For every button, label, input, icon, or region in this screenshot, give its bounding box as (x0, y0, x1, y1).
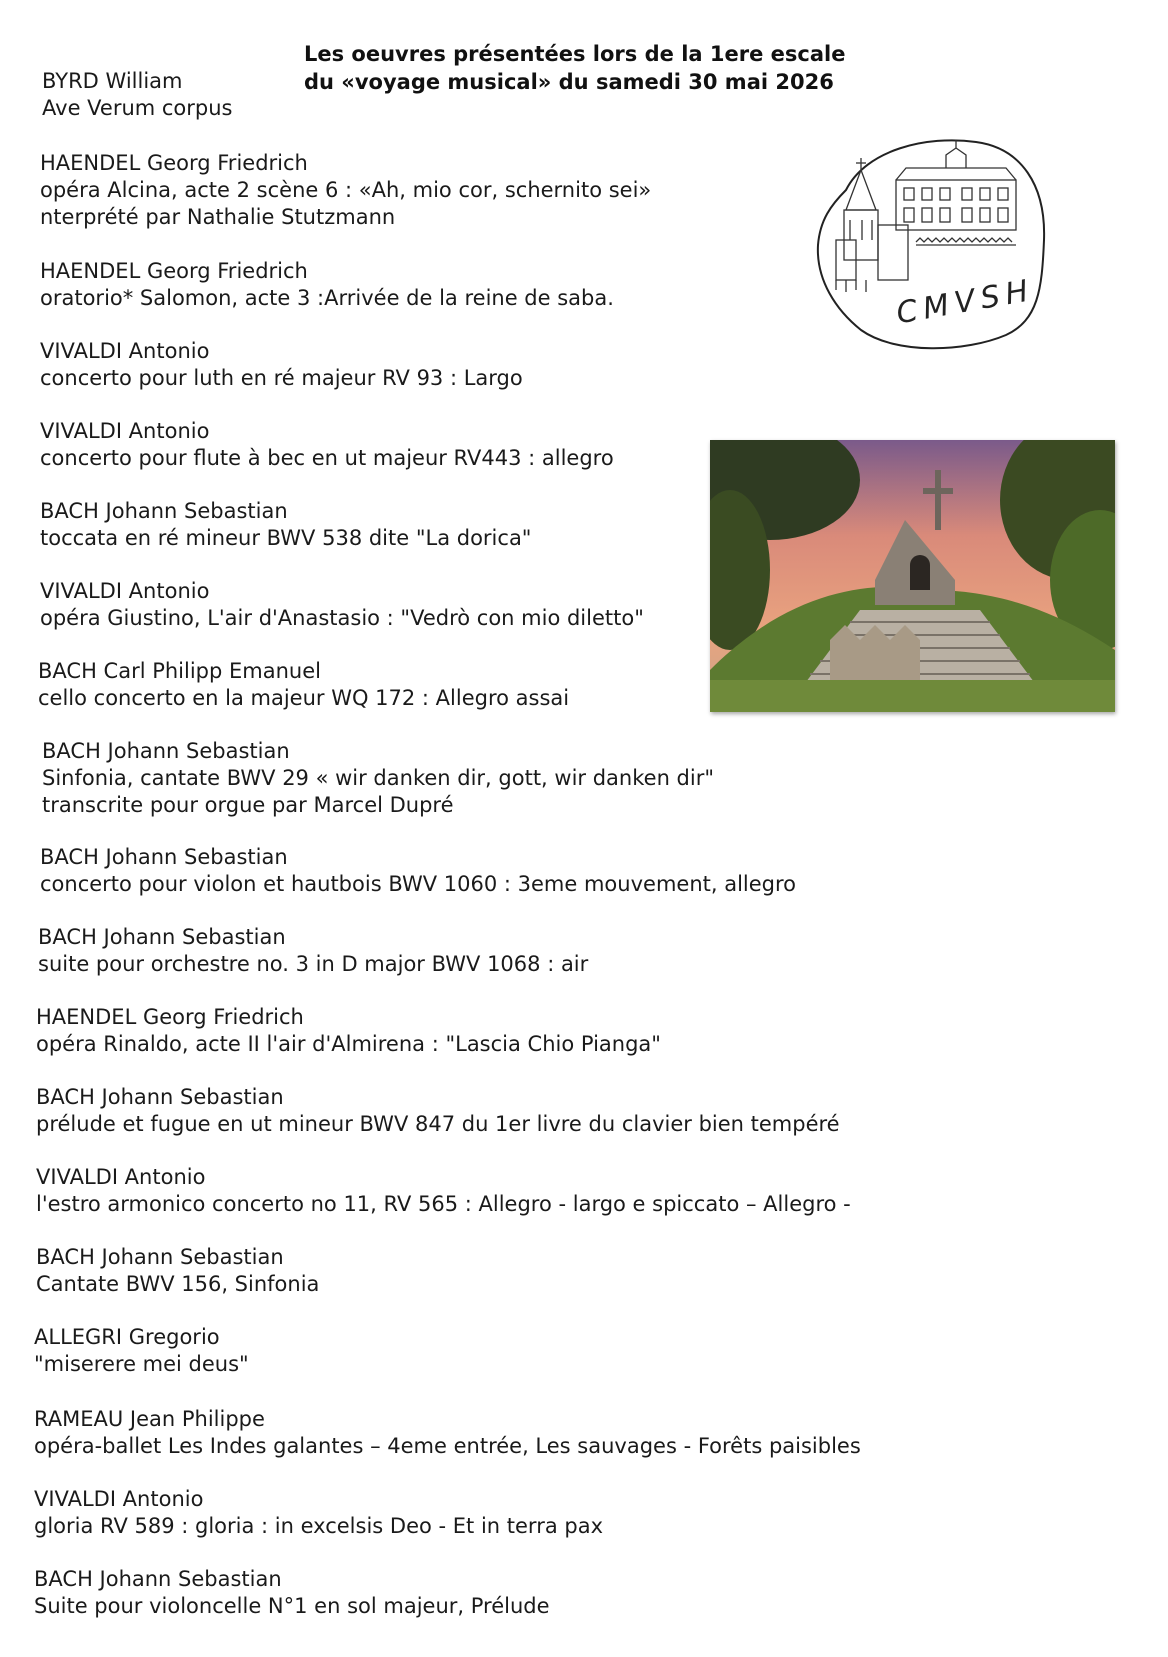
work-title: suite pour orchestre no. 3 in D major BWV 1068 : air (38, 952, 589, 976)
work-detail: transcrite pour orgue par Marcel Dupré (42, 793, 454, 817)
program-entry (36, 1244, 319, 1298)
work-title: toccata en ré mineur BWV 538 dite "La dorica" (40, 526, 532, 550)
composer-name: HAENDEL Georg Friedrich (40, 151, 308, 175)
composer-name: BACH Johann Sebastian (38, 925, 286, 949)
program-entry (34, 1486, 603, 1540)
composer-name: BACH Johann Sebastian (36, 1245, 284, 1269)
composer-name: BACH Johann Sebastian (36, 1085, 284, 1109)
program-entry (42, 68, 233, 122)
composer-name: VIVALDI Antonio (40, 419, 210, 443)
program-entry (36, 1164, 851, 1218)
cmvsh-logo (806, 130, 1054, 358)
work-title: Sinfonia, cantate BWV 29 « wir danken dir, gott, wir danken dir" (42, 766, 715, 790)
work-title: concerto pour flute à bec en ut majeur RV443 : allegro (40, 446, 614, 470)
composer-name: BACH Carl Philipp Emanuel (38, 659, 321, 683)
program-entry (34, 1406, 861, 1460)
work-title: opéra Rinaldo, acte II l'air d'Almirena : "Lascia Chio Pianga" (36, 1032, 661, 1056)
work-title: opéra Giustino, L'air d'Anastasio : "Vedrò con mio diletto" (40, 606, 644, 630)
program-entry (40, 498, 531, 552)
composer-name: BACH Johann Sebastian (40, 499, 288, 523)
composer-name: HAENDEL Georg Friedrich (40, 259, 308, 283)
program-entry (40, 844, 796, 898)
composer-name: BACH Johann Sebastian (40, 845, 288, 869)
header-line-1: Les oeuvres présentées lors de la 1ere escale (304, 42, 846, 66)
composer-name: VIVALDI Antonio (40, 579, 210, 603)
composer-name: VIVALDI Antonio (36, 1165, 206, 1189)
program-entry (38, 658, 569, 712)
work-title: cello concerto en la majeur WQ 172 : Allegro assai (38, 686, 570, 710)
program-entry (36, 1084, 840, 1138)
program-entry (34, 1324, 249, 1378)
header-line-2: du «voyage musical» du samedi 30 mai 2026 (304, 70, 834, 94)
work-title: Suite pour violoncelle N°1 en sol majeur, Prélude (34, 1594, 550, 1618)
program-entry (40, 150, 651, 231)
composer-name: BACH Johann Sebastian (34, 1567, 282, 1591)
composer-name: HAENDEL Georg Friedrich (36, 1005, 304, 1029)
program-entry (40, 418, 614, 472)
program-entry (38, 924, 588, 978)
work-title: gloria RV 589 : gloria : in excelsis Deo - Et in terra pax (34, 1514, 603, 1538)
work-title: oratorio* Salomon, acte 3 :Arrivée de la reine de saba. (40, 286, 614, 310)
program-entry (42, 738, 714, 819)
composer-name: BYRD William (42, 69, 183, 93)
program-entry (40, 338, 523, 392)
work-title: "miserere mei deus" (34, 1352, 249, 1376)
logo-text: CMVSH (893, 272, 1037, 332)
work-title: concerto pour violon et hautbois BWV 1060 : 3eme mouvement, allegro (40, 872, 797, 896)
program-entry (36, 1004, 661, 1058)
composer-name: RAMEAU Jean Philippe (34, 1407, 265, 1431)
program-entry (40, 578, 644, 632)
work-title: prélude et fugue en ut mineur BWV 847 du 1er livre du clavier bien tempéré (36, 1112, 840, 1136)
work-detail: nterprété par Nathalie Stutzmann (40, 205, 396, 229)
composer-name: VIVALDI Antonio (34, 1487, 204, 1511)
composer-name: ALLEGRI Gregorio (34, 1325, 220, 1349)
work-title: Ave Verum corpus (42, 96, 233, 120)
work-title: l'estro armonico concerto no 11, RV 565 : Allegro - largo e spiccato – Allegro - (36, 1192, 851, 1216)
chapel-photo (710, 440, 1115, 712)
program-entry (34, 1566, 550, 1620)
composer-name: VIVALDI Antonio (40, 339, 210, 363)
work-title: Cantate BWV 156, Sinfonia (36, 1272, 320, 1296)
work-title: opéra-ballet Les Indes galantes – 4eme entrée, Les sauvages - Forêts paisibles (34, 1434, 861, 1458)
page-header (304, 40, 904, 96)
work-title: concerto pour luth en ré majeur RV 93 : Largo (40, 366, 523, 390)
work-title: opéra Alcina, acte 2 scène 6 : «Ah, mio cor, schernito sei» (40, 178, 652, 202)
program-entry (40, 258, 614, 312)
composer-name: BACH Johann Sebastian (42, 739, 290, 763)
